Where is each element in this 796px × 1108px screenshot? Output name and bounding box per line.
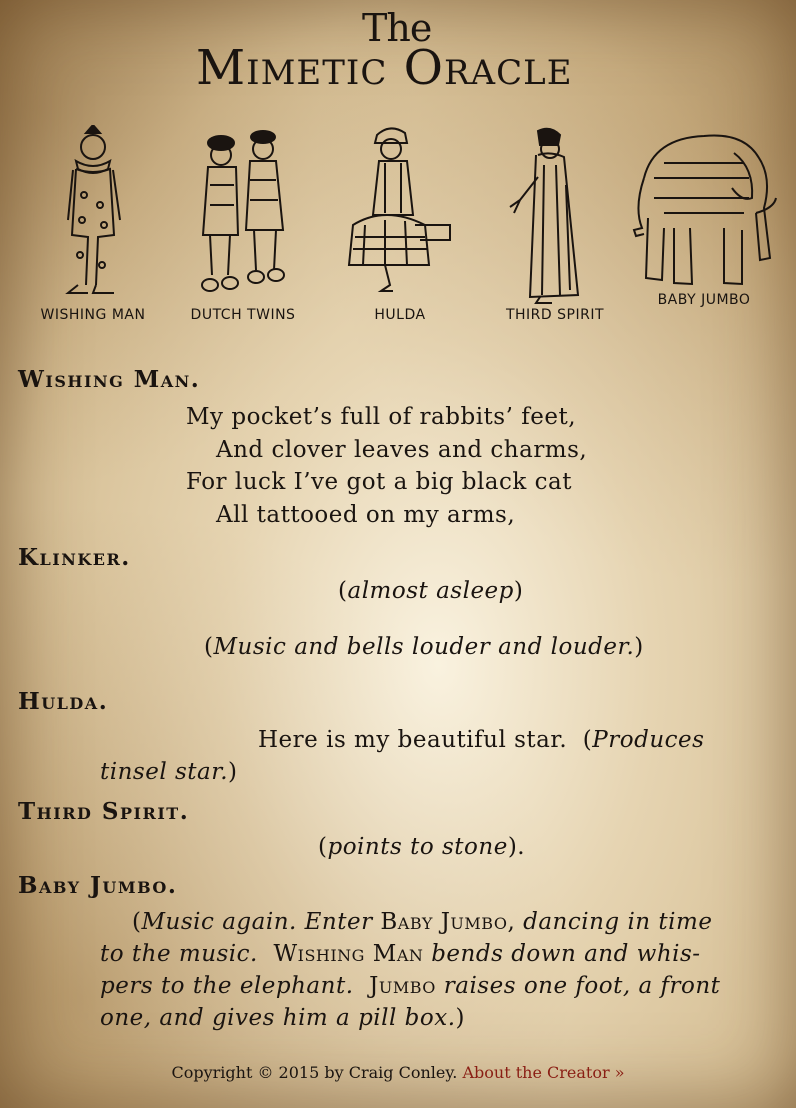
speaker-hulda: Hulda. bbox=[18, 688, 109, 715]
dialogue-text: Here is my beautiful star. bbox=[258, 727, 568, 753]
title-the: The bbox=[362, 6, 432, 50]
dialogue-line: Here is my beautiful star. (Produces bbox=[258, 727, 705, 753]
stage-direction: (Music again. Enter Baby Jumbo, dancing in time bbox=[132, 909, 713, 935]
verse-line: My pocket’s full of rabbits’ feet, bbox=[186, 404, 577, 430]
speaker-baby-jumbo: Baby Jumbo. bbox=[18, 872, 178, 899]
figure-label-wishing-man: WISHING MAN bbox=[40, 307, 146, 323]
about-creator-link[interactable]: About the Creator » bbox=[462, 1063, 625, 1082]
verse-line: All tattooed on my arms, bbox=[216, 502, 516, 528]
figure-third-spirit bbox=[500, 125, 610, 323]
figure-label-third-spirit: THIRD SPIRIT bbox=[505, 307, 605, 323]
elephant-icon bbox=[624, 118, 784, 296]
figure-label-baby-jumbo: BABY JUMBO bbox=[657, 292, 751, 308]
stage-direction-text: to the music. bbox=[100, 941, 258, 967]
stage-direction-text: raises one foot, a front bbox=[443, 973, 721, 999]
stage-direction: one, and gives him a pill box.) bbox=[100, 1005, 466, 1031]
stage-direction-text: tinsel star. bbox=[100, 759, 229, 785]
stage-direction: (Music and bells louder and louder.) bbox=[204, 634, 644, 660]
character-name: Wishing Man bbox=[273, 941, 424, 967]
stage-direction-text: points to stone bbox=[327, 834, 508, 860]
stage-direction-text: Produces bbox=[592, 727, 705, 753]
stage-direction: (points to stone). bbox=[318, 834, 526, 860]
figure-label-hulda: HULDA bbox=[374, 307, 426, 323]
stage-direction-text: dancing in time bbox=[523, 909, 713, 935]
clown-figure-icon bbox=[38, 125, 148, 305]
dutch-girl-icon bbox=[345, 125, 455, 305]
cloaked-figure-icon bbox=[500, 125, 610, 305]
verse-line: For luck I’ve got a big black cat bbox=[186, 469, 572, 495]
character-name: Baby Jumbo, bbox=[380, 909, 516, 935]
stage-direction-text: Music and bells louder and louder. bbox=[213, 634, 635, 660]
figure-label-dutch-twins: DUTCH TWINS bbox=[190, 307, 296, 323]
character-name: Jumbo bbox=[369, 973, 436, 999]
speaker-third-spirit: Third Spirit. bbox=[18, 798, 190, 825]
speaker-klinker: Klinker. bbox=[18, 544, 131, 571]
figure-baby-jumbo bbox=[624, 118, 784, 308]
speaker-wishing-man: Wishing Man. bbox=[18, 366, 201, 393]
dutch-twins-icon bbox=[188, 125, 298, 305]
stage-direction-text: bends down and whis- bbox=[431, 941, 701, 967]
figure-dutch-twins bbox=[188, 125, 298, 323]
copyright-text: Copyright © 2015 by Craig Conley. bbox=[171, 1063, 458, 1082]
stage-direction bbox=[100, 973, 720, 999]
figure-hulda bbox=[345, 125, 455, 323]
verse-line: And clover leaves and charms, bbox=[216, 437, 588, 463]
stage-direction: (almost asleep) bbox=[338, 578, 524, 604]
stage-direction-text: one, and gives him a pill box. bbox=[100, 1005, 456, 1031]
stage-direction-text: Music again. Enter bbox=[141, 909, 373, 935]
stage-direction-text: almost asleep bbox=[347, 578, 514, 604]
figure-wishing-man bbox=[38, 125, 148, 323]
footer bbox=[0, 1063, 796, 1082]
title-main: Mimetic Oracle bbox=[196, 40, 573, 96]
stage-direction-text: pers to the elephant. bbox=[100, 973, 354, 999]
stage-direction: tinsel star.) bbox=[100, 759, 238, 785]
stage-direction bbox=[100, 941, 701, 967]
